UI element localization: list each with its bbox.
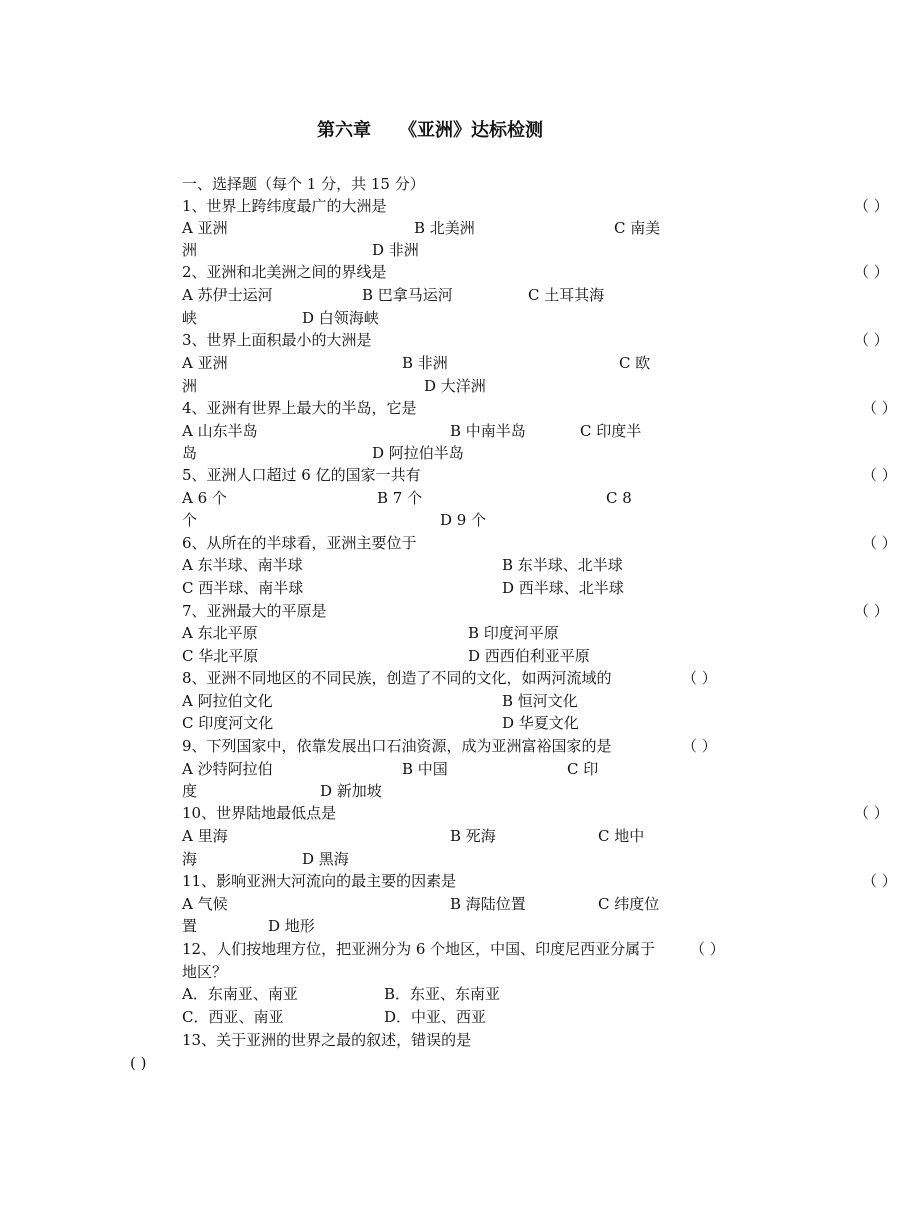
answer-paren: ( ) <box>130 1054 147 1072</box>
answer-paren: （ ） <box>854 602 889 620</box>
chapter-name: 《亚洲》达标检测 <box>399 120 543 141</box>
question-10-options: A 里海 B 死海 C 地中 <box>182 827 645 845</box>
question-9: 9、下列国家中，依靠发展出口石油资源，成为亚洲富裕国家的是 （ ） <box>182 737 717 755</box>
chapter-label: 第六章 <box>317 120 371 141</box>
question-3: 3、世界上面积最小的大洲是 （ ） <box>182 331 889 349</box>
answer-paren: （ ） <box>854 263 889 281</box>
answer-paren: （ ） <box>690 940 725 958</box>
question-4: 4、亚洲有世界上最大的半岛，它是 （ ） <box>182 399 897 417</box>
question-12-options: A．东南亚、南亚 B．东亚、东南亚 <box>182 985 501 1003</box>
question-8: 8、亚洲不同地区的不同民族，创造了不同的文化，如两河流域的 （ ） <box>182 669 717 687</box>
question-5-options-wrap: 个 D 9 个 <box>182 511 487 529</box>
question-7: 7、亚洲最大的平原是 （ ） <box>182 602 889 620</box>
page-title <box>0 116 860 142</box>
section-heading: 一、选择题（每个 1 分，共 15 分） <box>182 175 425 193</box>
answer-paren: （ ） <box>854 804 889 822</box>
question-3-options: A 亚洲 B 非洲 C 欧 <box>182 354 651 372</box>
question-12-options-2: C．西亚、南亚 D．中亚、西亚 <box>182 1008 487 1026</box>
question-12: 12、人们按地理方位，把亚洲分为 6 个地区，中国、印度尼西亚分属于 （ ） <box>182 940 725 958</box>
answer-paren: （ ） <box>682 669 717 687</box>
question-2-options: A 苏伊士运河 B 巴拿马运河 C 土耳其海 <box>182 286 605 304</box>
question-4-options-wrap: 岛 D 阿拉伯半岛 <box>182 444 464 462</box>
question-4-options: A 山东半岛 B 中南半岛 C 印度半 <box>182 422 642 440</box>
question-3-options-wrap: 洲 D 大洋洲 <box>182 377 486 395</box>
question-6-options: A 东半球、南半球 B 东半球、北半球 <box>182 556 623 574</box>
question-5: 5、亚洲人口超过 6 亿的国家一共有 （ ） <box>182 466 897 484</box>
question-10-options-wrap: 海 D 黑海 <box>182 850 349 868</box>
answer-paren: （ ） <box>862 399 897 417</box>
answer-paren: （ ） <box>862 466 897 484</box>
question-2: 2、亚洲和北美洲之间的界线是 （ ） <box>182 263 889 281</box>
question-13: 13、关于亚洲的世界之最的叙述，错误的是 <box>182 1031 472 1049</box>
question-8-options: A 阿拉伯文化 B 恒河文化 <box>182 692 578 710</box>
question-11: 11、影响亚洲大河流向的最主要的因素是 （ ） <box>182 872 897 890</box>
question-1-options: A 亚洲 B 北美洲 C 南美 <box>182 219 661 237</box>
answer-paren: （ ） <box>862 872 897 890</box>
question-2-options-wrap: 峡 D 白领海峡 <box>182 309 379 327</box>
answer-paren: （ ） <box>862 534 897 552</box>
question-8-options-2: C 印度河文化 D 华夏文化 <box>182 714 579 732</box>
question-1: 1、世界上跨纬度最广的大洲是 （ ） <box>182 197 889 215</box>
question-7-options: A 东北平原 B 印度河平原 <box>182 624 559 642</box>
question-10: 10、世界陆地最低点是 （ ） <box>182 804 889 822</box>
answer-paren: （ ） <box>854 331 889 349</box>
question-11-options: A 气候 B 海陆位置 C 纬度位 <box>182 895 660 913</box>
question-1-options-wrap: 洲 D 非洲 <box>182 241 419 259</box>
question-9-options-wrap: 度 D 新加坡 <box>182 782 382 800</box>
question-6: 6、从所在的半球看，亚洲主要位于 （ ） <box>182 534 897 552</box>
question-7-options-2: C 华北平原 D 西西伯利亚平原 <box>182 647 590 665</box>
question-6-options-2: C 西半球、南半球 D 西半球、北半球 <box>182 579 624 597</box>
question-12-stem-wrap: 地区？ <box>182 963 228 981</box>
question-9-options: A 沙特阿拉伯 B 中国 C 印 <box>182 760 599 778</box>
question-5-options: A 6 个 B 7 个 C 8 <box>182 489 632 507</box>
question-11-options-wrap: 置 D 地形 <box>182 917 315 935</box>
answer-paren: （ ） <box>854 197 889 215</box>
answer-paren: （ ） <box>682 737 717 755</box>
